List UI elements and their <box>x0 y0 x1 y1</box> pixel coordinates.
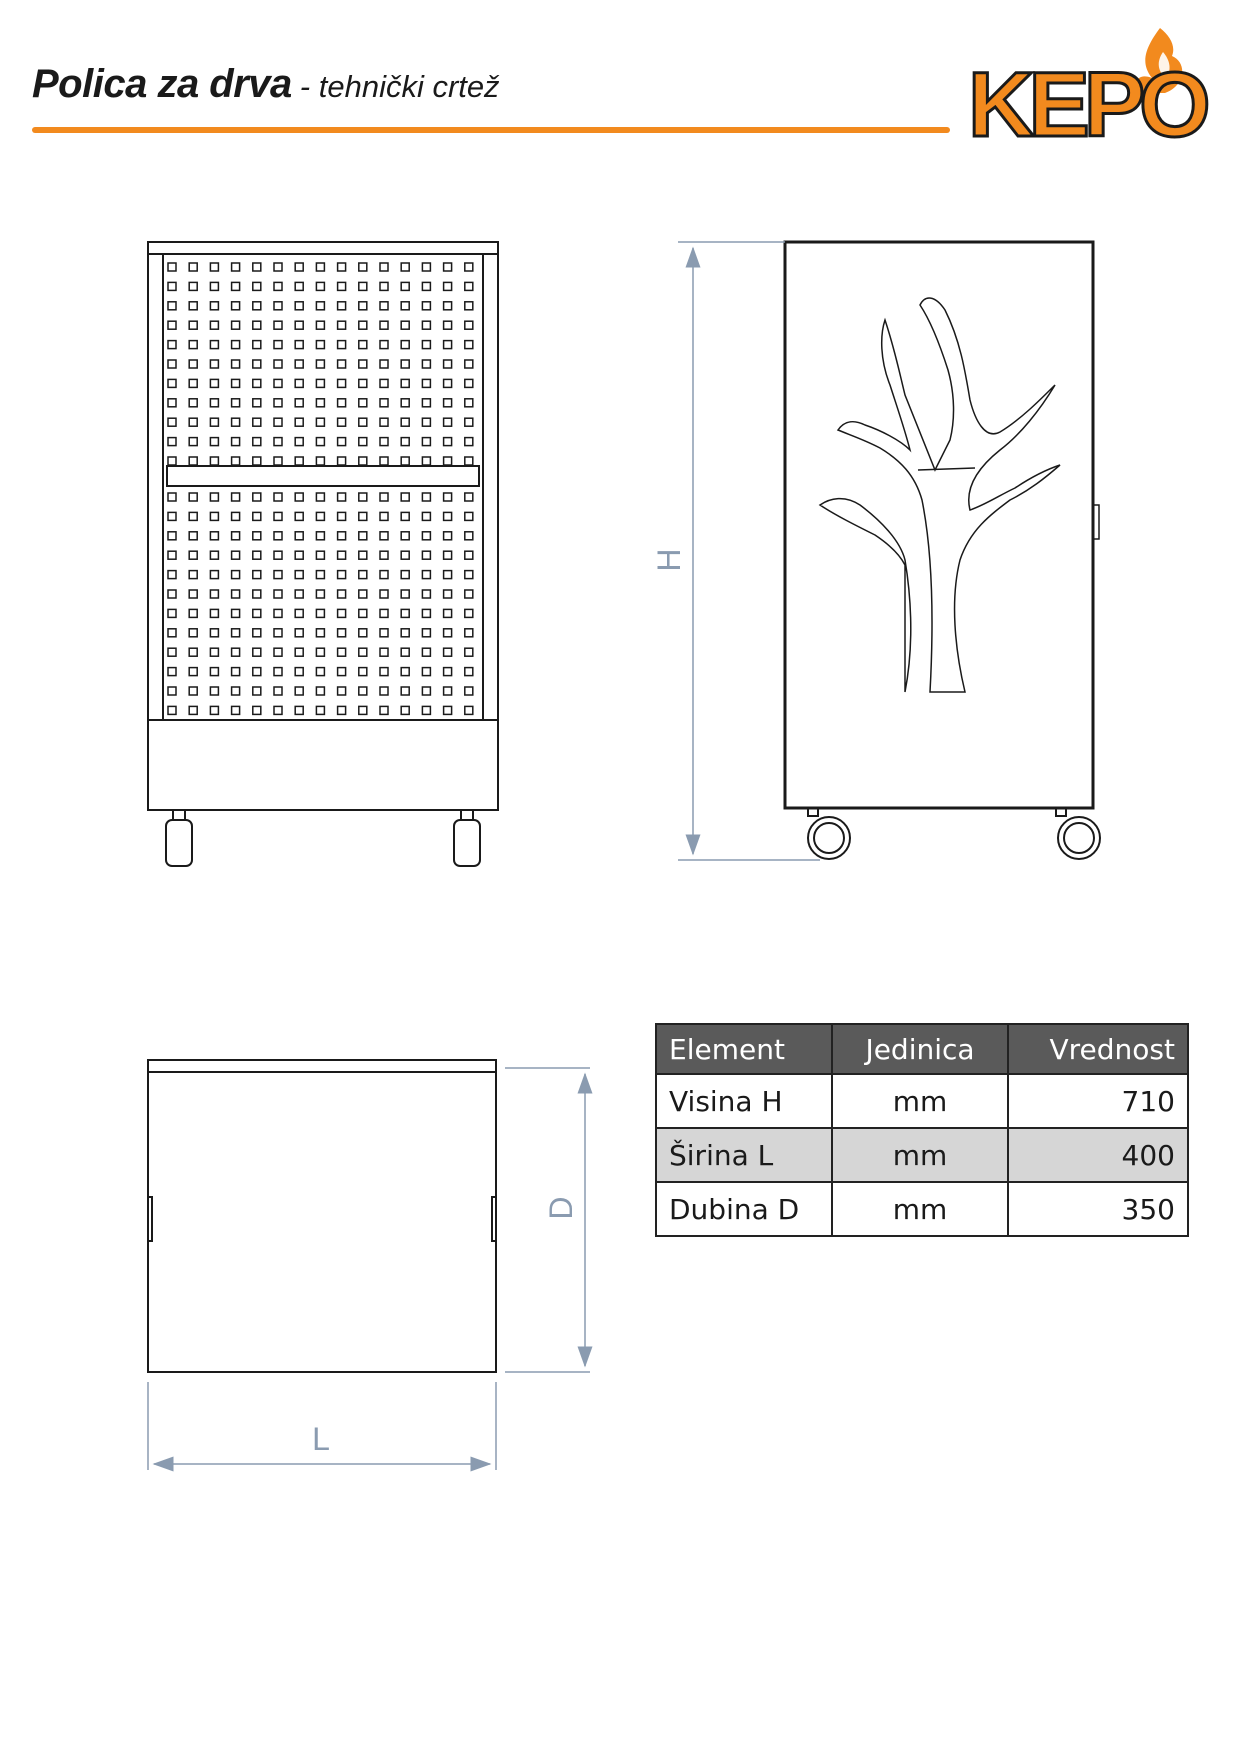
title-subtitle: - tehnički crtež <box>299 69 500 104</box>
row-value: 710 <box>1008 1074 1188 1128</box>
title-main: Polica za drva <box>32 62 292 106</box>
header-value: Vrednost <box>1008 1024 1188 1074</box>
table-row <box>656 1182 1188 1236</box>
spec-table <box>655 1023 1189 1237</box>
tree-cutout <box>820 298 1060 692</box>
row-unit: mm <box>832 1182 1008 1236</box>
side-view <box>785 242 1100 859</box>
depth-label: D <box>543 1196 579 1220</box>
spec-table-header <box>656 1024 1188 1074</box>
row-value: 400 <box>1008 1128 1188 1182</box>
top-view-left-clip <box>148 1197 152 1241</box>
side-left-caster <box>808 808 850 859</box>
logo-wordmark: KEPO <box>968 54 1205 148</box>
front-top-rail <box>148 242 498 254</box>
row-unit: mm <box>832 1074 1008 1128</box>
perforation-grid <box>168 263 473 714</box>
top-view-body <box>148 1072 496 1372</box>
top-view <box>148 1060 496 1372</box>
table-row <box>656 1074 1188 1128</box>
row-element: Dubina D <box>656 1182 832 1236</box>
row-unit: mm <box>832 1128 1008 1182</box>
top-view-right-clip <box>492 1197 496 1241</box>
header-unit: Jedinica <box>832 1024 1008 1074</box>
top-view-rim <box>148 1060 496 1072</box>
front-right-caster <box>454 810 480 866</box>
height-dimension <box>678 242 820 860</box>
header-element: Element <box>656 1024 832 1074</box>
height-label: H <box>651 548 687 572</box>
table-row <box>656 1128 1188 1182</box>
row-value: 350 <box>1008 1182 1188 1236</box>
front-left-caster <box>166 810 192 866</box>
front-middle-shelf <box>167 466 479 486</box>
side-panel <box>785 242 1093 808</box>
front-view <box>148 242 498 866</box>
row-element: Visina H <box>656 1074 832 1128</box>
row-element: Širina L <box>656 1128 832 1182</box>
width-label: L <box>312 1421 330 1457</box>
side-right-caster <box>1056 808 1100 859</box>
